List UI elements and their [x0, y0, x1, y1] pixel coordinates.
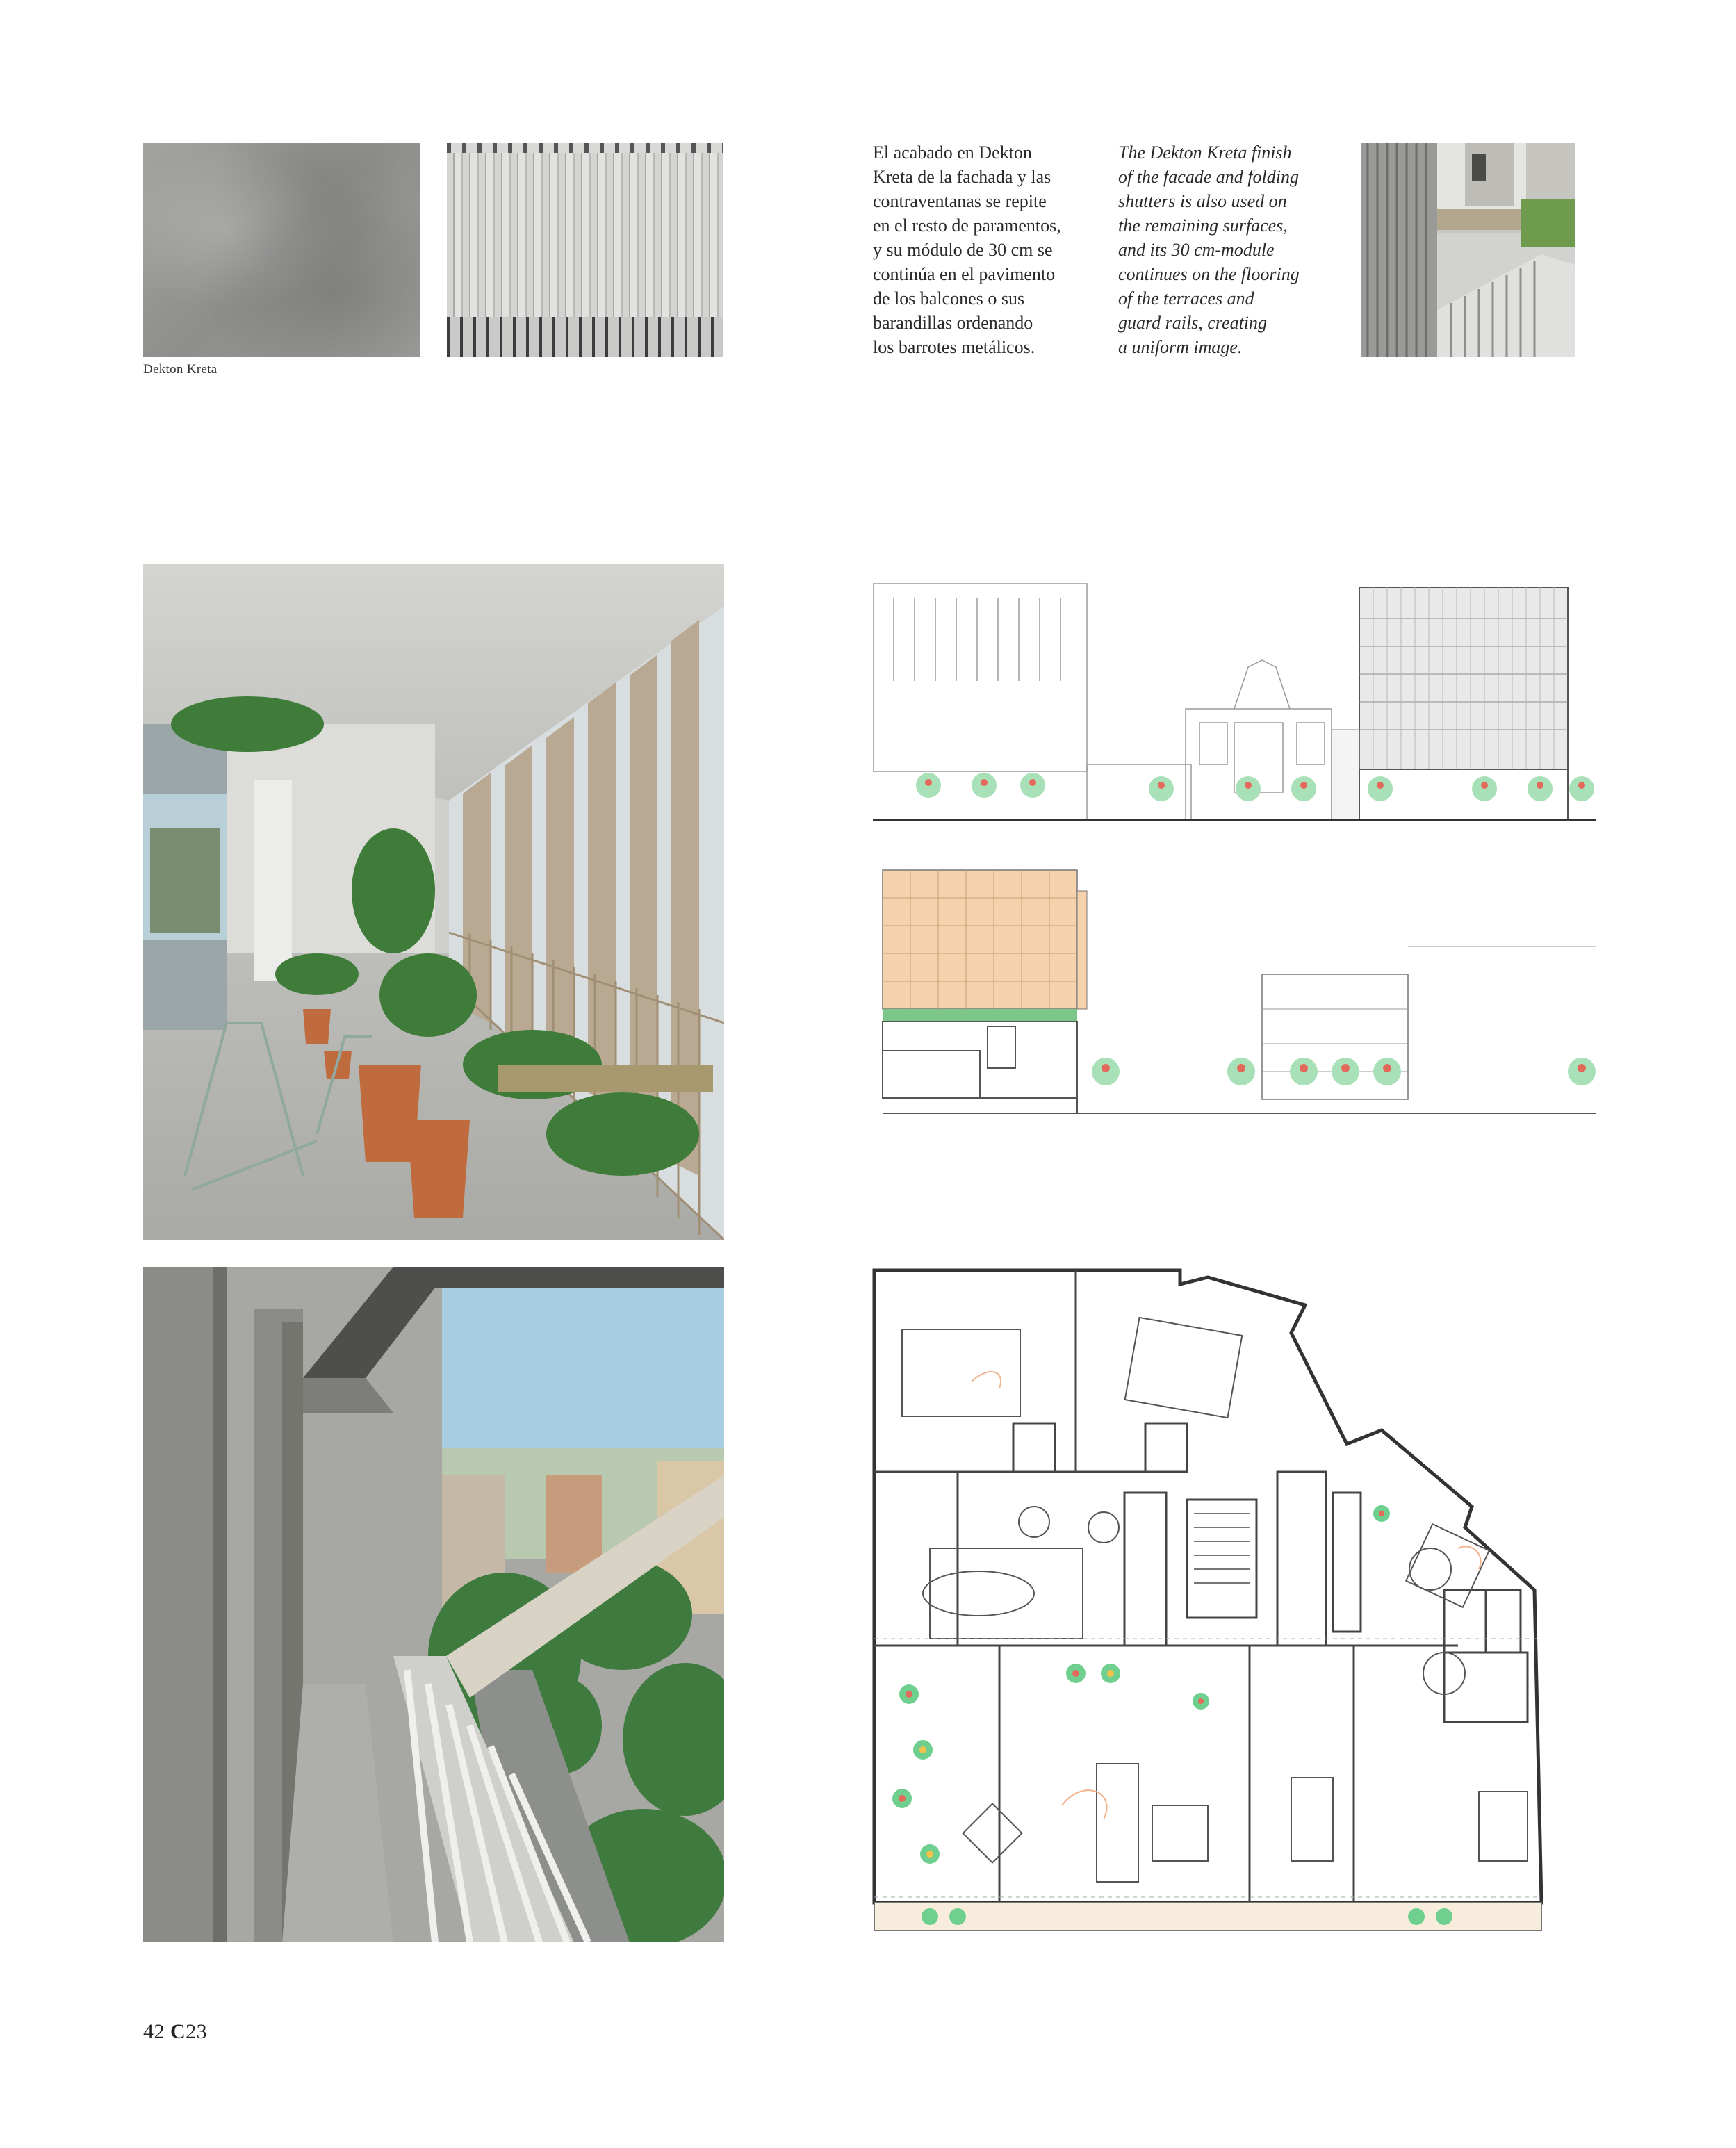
- corridor-balcony-street-view-photo: [143, 1267, 724, 1942]
- section-elevation-drawing: [873, 849, 1596, 1127]
- page-folio: [143, 2020, 207, 2044]
- terrace-with-plants-photo: [143, 564, 724, 1240]
- magazine-initial: C: [170, 2020, 186, 2043]
- shutter-detail-photo: [447, 143, 723, 357]
- dekton-kreta-texture-photo: [143, 143, 420, 357]
- apartment-floor-plan-drawing: [846, 1263, 1597, 1948]
- issue-number: 23: [186, 2020, 208, 2043]
- body-text-english: The Dekton Kreta finish of the facade and folding shutters is also used on the remaining surfaces, and its 30 cm-module continues on the flooring of the terraces and guard rails, creating a uniform image.: [1118, 142, 1300, 357]
- balcony-detail-photo: [1361, 143, 1575, 357]
- body-text-spanish: El acabado en Dekton Kreta de la fachada y las contraventanas se repite en el resto de paramentos, y su módulo de 30 cm se continúa en el pavimento de los balcones o sus barandillas ordenando los barrotes metálicos.: [873, 142, 1061, 357]
- photo-caption: Dekton Kreta: [143, 362, 218, 377]
- street-elevation-drawing: [873, 577, 1596, 827]
- page-number: 42: [143, 2020, 165, 2043]
